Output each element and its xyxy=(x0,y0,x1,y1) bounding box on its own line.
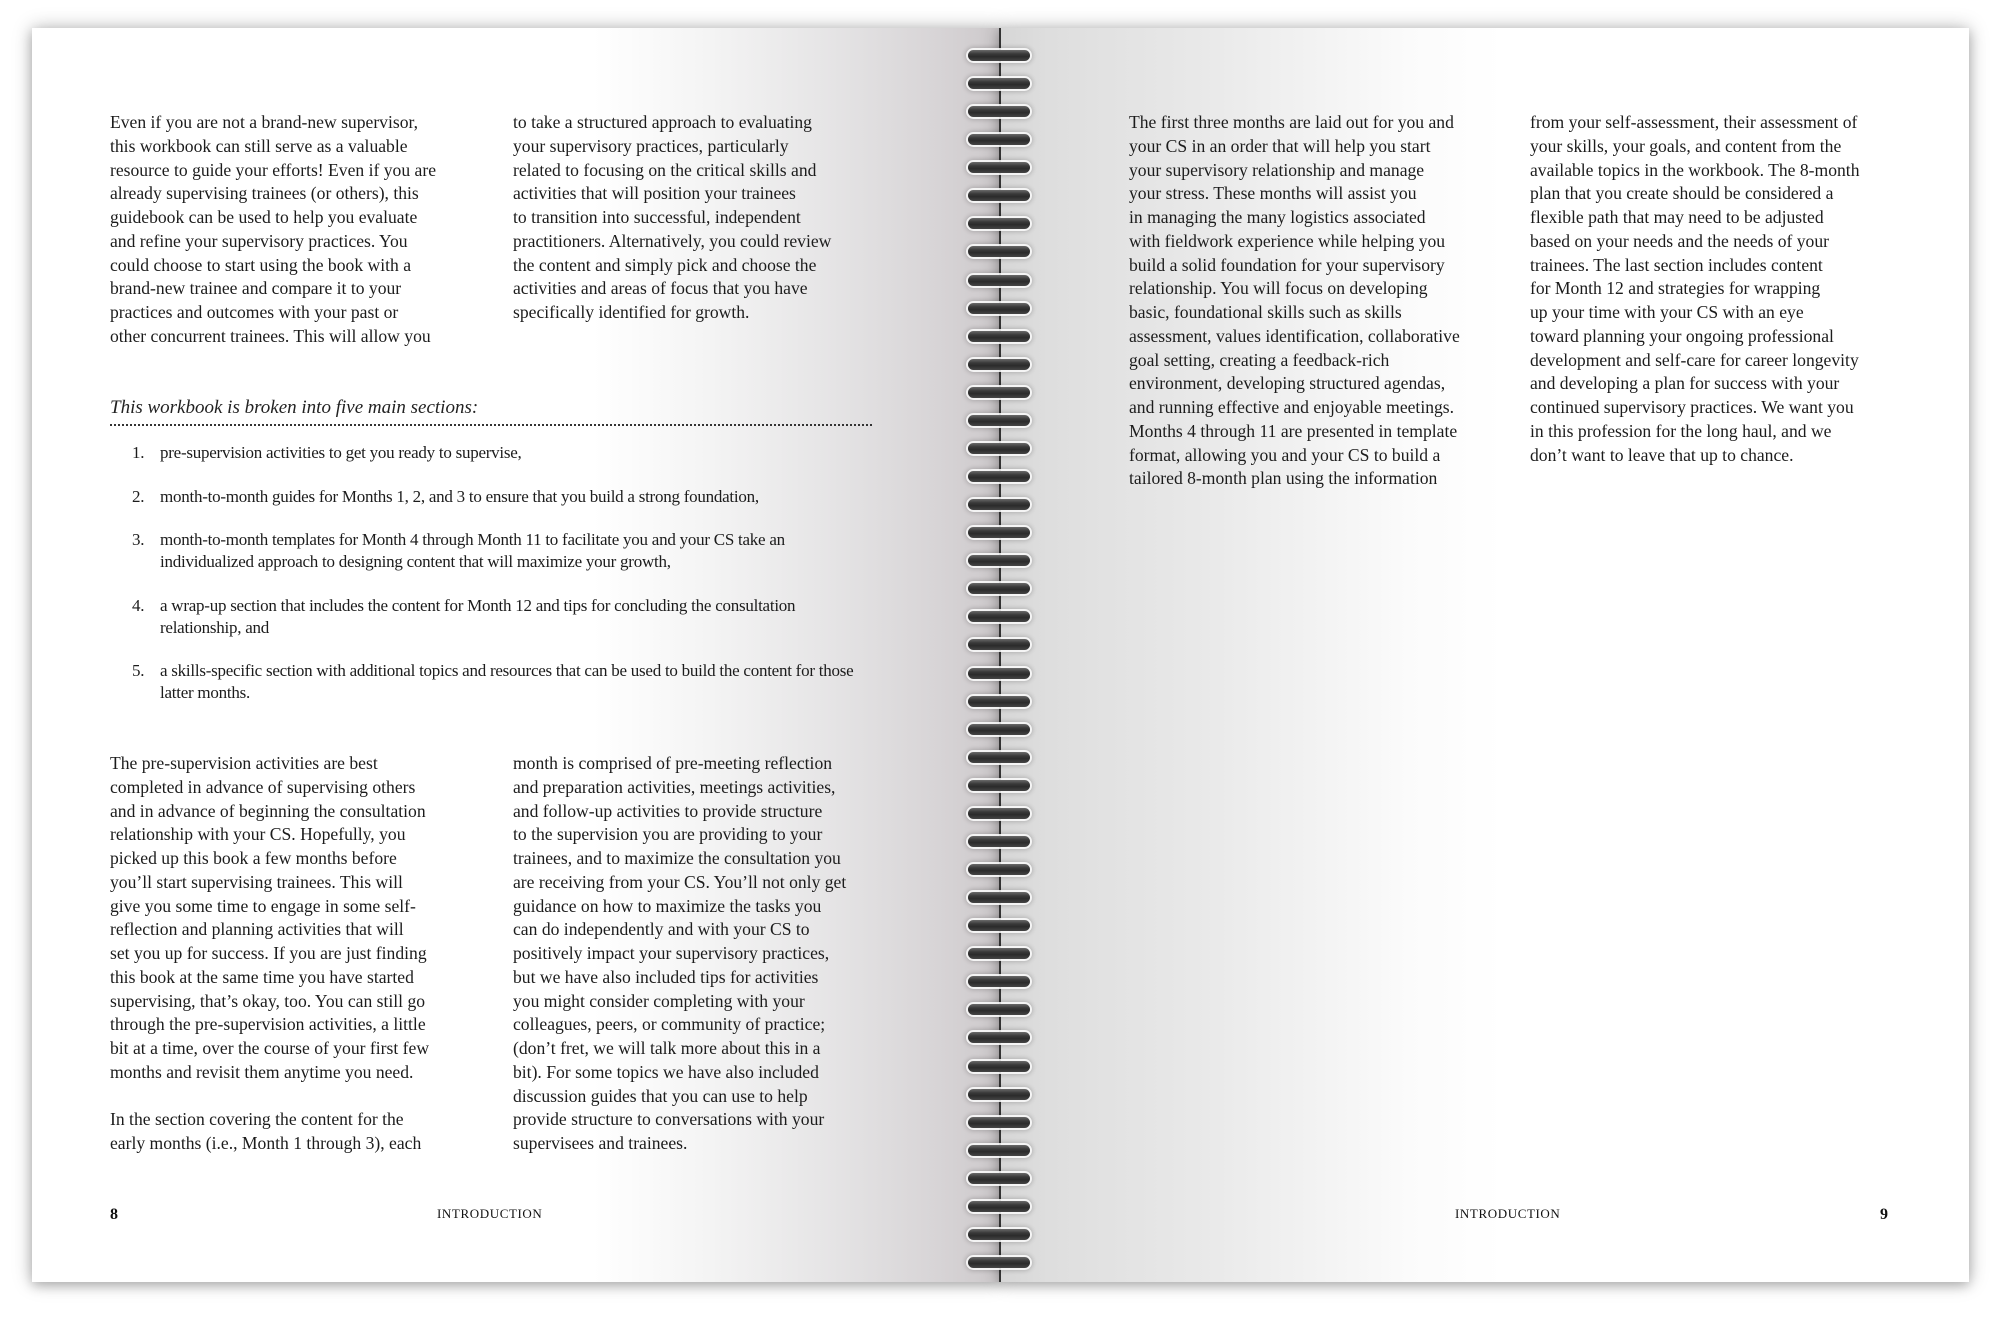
left-col1-bottom-paragraph: The pre-supervision activities are best completed in advance of supervising others and in advance of beginning the consultation relationship with your CS. Hopefully, you picked up this book a few months before you’ll start supervising trainees. This will give you some time to engage in some self- reflection and planning activities that will set you up for success. If you are just finding this book at the same time you have started supervising, that’s okay, too. You can still go through the pre-supervision activities, a little bit at a time, over the course of your first few months and revisit them anytime you need. In the section covering the content for the early months (i.e., Month 1 through 3), each xyxy=(110,753,430,1153)
list-item xyxy=(110,660,880,704)
page-number-left: 8 xyxy=(110,1206,118,1223)
spiral-coil xyxy=(968,1117,1030,1128)
spiral-coil xyxy=(968,696,1030,707)
spiral-coil xyxy=(968,1032,1030,1043)
spiral-coil xyxy=(968,836,1030,847)
list-item-number: 4. xyxy=(132,595,145,615)
spiral-coil xyxy=(968,808,1030,819)
spiral-coil xyxy=(968,162,1030,173)
spiral-coil xyxy=(968,527,1030,538)
list-item-number: 1. xyxy=(132,443,145,462)
list-item-text: pre-supervision activities to get you ready to supervise, xyxy=(160,443,522,462)
left-col1-top-paragraph: Even if you are not a brand-new supervisor, this workbook can still serve as a valuable resource to guide your efforts! Even if you are already supervising trainees (or others), this guidebook can be used to help you evaluate and refine your supervisory practices. You could choose to start using the book with a brand-new trainee and compare it to your practices and outcomes with your past or other concurrent trainees. This will allow you xyxy=(110,112,437,346)
spiral-coil xyxy=(968,1173,1030,1184)
spiral-coil xyxy=(968,724,1030,735)
spiral-coil xyxy=(968,752,1030,763)
list-item xyxy=(110,442,880,464)
spiral-coil xyxy=(968,50,1030,61)
spiral-coil xyxy=(968,499,1030,510)
right-col2-paragraph: from your self-assessment, their assessment of your skills, your goals, and content from the available topics in the workbook. The 8-month plan that you create should be considered a flexible path that may need to be adjusted based on your needs and the needs of your trainees. The last section includes content for Month 12 and strategies for wrapping up your time with your CS with an eye toward planning your ongoing professional development and self-care for career longevity and developing a plan for success with your continued supervisory practices. We want you in this profession for the long haul, and we don’t want to leave that up to chance. xyxy=(1530,112,1860,465)
spiral-coil xyxy=(968,303,1030,314)
running-footer-right: INTRODUCTION xyxy=(1455,1206,1561,1221)
list-item-number: 3. xyxy=(132,530,145,549)
list-item xyxy=(110,595,880,639)
spiral-coil xyxy=(968,1061,1030,1072)
list-item xyxy=(110,486,880,508)
left-col2-top-paragraph: to take a structured approach to evaluating your supervisory practices, particularly related to focusing on the critical skills and activities that will position your trainees to transition into successful, independent practitioners. Alternatively, you could review the content and simply pick and choose the activities and areas of focus that you have specifically identified for growth. xyxy=(513,112,832,322)
spiral-coil xyxy=(968,780,1030,791)
page-number-right: 9 xyxy=(1880,1206,1888,1223)
spiral-coil xyxy=(968,443,1030,454)
sections-heading: This workbook is broken into five main sections: xyxy=(110,396,872,426)
spiral-coil xyxy=(968,246,1030,257)
spiral-coil xyxy=(968,892,1030,903)
spiral-coil xyxy=(968,134,1030,145)
spiral-coil xyxy=(968,668,1030,679)
spiral-coil xyxy=(968,359,1030,370)
right-col1-paragraph: The first three months are laid out for you and your CS in an order that will help you start your supervisory relationship and manage your stress. These months will assist you in managing the many logistics associated with fieldwork experience while helping you build a solid foundation for your supervisory relationship. You will focus on developing basic, foundational skills such as skills assessment, values identification, collaborative goal setting, creating a feedback-rich environment, developing structured agendas, and running effective and enjoyable meetings. Months 4 through 11 are presented in template format, allowing you and your CS to build a tailored 8-month plan using the information xyxy=(1129,112,1460,489)
spiral-coil xyxy=(968,471,1030,482)
list-item-number: 5. xyxy=(132,661,145,680)
spiral-coil xyxy=(968,639,1030,650)
spiral-coil xyxy=(968,190,1030,201)
list-item-text: a skills-specific section with additional topics and resources that can be used to build the content for those latter months. xyxy=(160,661,854,702)
left-col2-bottom-paragraph: month is comprised of pre-meeting reflection and preparation activities, meetings activities, and follow-up activities to provide structure to the supervision you are providing to your trainees, and to maximize the consultation you are receiving from your CS. You’ll not only get guidance on how to maximize the tasks you can do independently and with your CS to positively impact your supervisory practices, but we have also included tips for activities you might consider completing with your colleagues, peers, or community of practice; (don’t fret, we will talk more about this in a bit). For some topics we have also included discussion guides that you can use to help provide structure to conversations with your supervisees and trainees. xyxy=(513,753,847,1153)
spiral-coil xyxy=(968,1201,1030,1212)
spiral-coil xyxy=(968,331,1030,342)
spiral-coil xyxy=(968,387,1030,398)
spiral-coil xyxy=(968,864,1030,875)
list-item-text: month-to-month guides for Months 1, 2, and 3 to ensure that you build a strong foundation, xyxy=(160,486,759,506)
spiral-coil xyxy=(968,948,1030,959)
spiral-coil xyxy=(968,218,1030,229)
spiral-coil xyxy=(968,78,1030,89)
spiral-coil xyxy=(968,1004,1030,1015)
spiral-coil xyxy=(968,583,1030,594)
list-item-number: 2. xyxy=(132,486,145,506)
spiral-coil xyxy=(968,611,1030,622)
sections-list xyxy=(110,442,880,726)
spiral-coil xyxy=(968,976,1030,987)
spiral-coil xyxy=(968,415,1030,426)
spiral-coil xyxy=(968,1229,1030,1240)
spiral-coil xyxy=(968,1145,1030,1156)
list-item xyxy=(110,529,880,573)
spiral-coil xyxy=(968,275,1030,286)
spiral-coil xyxy=(968,920,1030,931)
running-footer-left: INTRODUCTION xyxy=(437,1206,543,1221)
spiral-coil xyxy=(968,555,1030,566)
spiral-coil xyxy=(968,106,1030,117)
spiral-coil xyxy=(968,1089,1030,1100)
list-item-text: month-to-month templates for Month 4 through Month 11 to facilitate you and your CS take an individualized approach to designing content that will maximize your growth, xyxy=(160,530,785,571)
list-item-text: a wrap-up section that includes the content for Month 12 and tips for concluding the consultation relationship, and xyxy=(160,595,796,637)
spiral-coil xyxy=(968,1257,1030,1268)
